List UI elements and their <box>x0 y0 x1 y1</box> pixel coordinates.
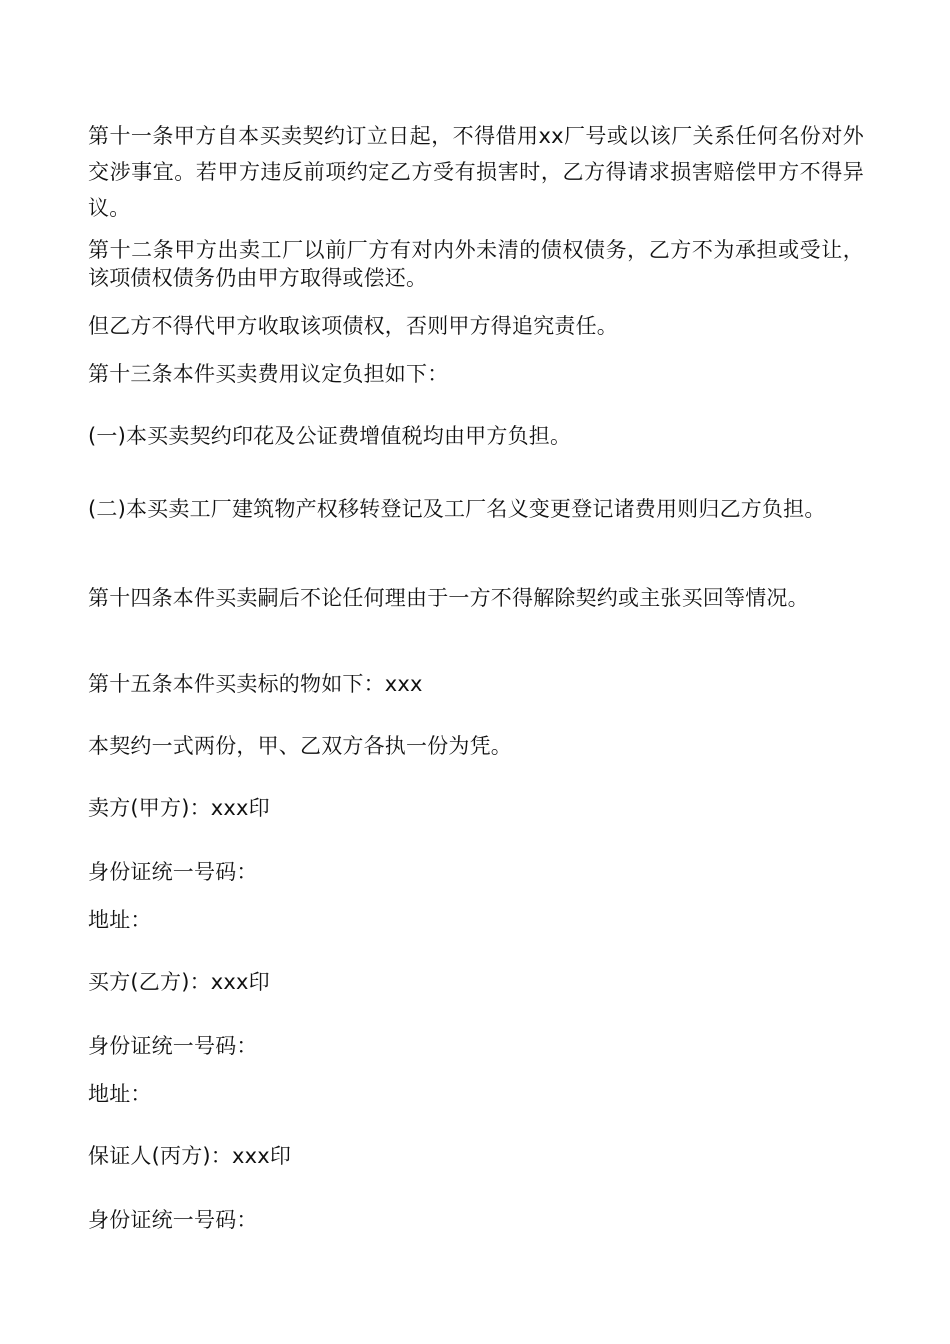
buyer-line: 买方(乙方)：xxx印 <box>88 970 270 994</box>
clause-13: 第十三条本件买卖费用议定负担如下： <box>88 362 449 386</box>
buyer-id-line: 身份证统一号码： <box>88 1034 258 1058</box>
clause-13-item-1: (一)本买卖契约印花及公证费增值税均由甲方负担。 <box>88 424 572 448</box>
guarantor-line: 保证人(丙方)：xxx印 <box>88 1144 292 1168</box>
seller-address-line: 地址： <box>88 908 152 932</box>
clause-15: 第十五条本件买卖标的物如下：xxx <box>88 672 423 696</box>
seller-line: 卖方(甲方)：xxx印 <box>88 796 270 820</box>
seller-id-line: 身份证统一号码： <box>88 860 258 884</box>
clause-14: 第十四条本件买卖嗣后不论任何理由于一方不得解除契约或主张买回等情况。 <box>88 586 809 610</box>
buyer-address-line: 地址： <box>88 1082 152 1106</box>
clause-12: 第十二条甲方出卖工厂以前厂方有对内外未清的债权债务，乙方不为承担或受让，该项债权债务仍由甲方取得或偿还。 <box>88 238 864 290</box>
copies-statement: 本契约一式两份，甲、乙双方各执一份为凭。 <box>88 734 512 758</box>
clause-12-note: 但乙方不得代甲方收取该项债权，否则甲方得追究责任。 <box>88 314 618 338</box>
guarantor-id-line: 身份证统一号码： <box>88 1208 258 1232</box>
clause-11: 第十一条甲方自本买卖契约订立日起，不得借用xx厂号或以该厂关系任何名份对外交涉事宜。若甲方违反前项约定乙方受有损害时，乙方得请求损害赔偿甲方不得异议。 <box>88 124 864 220</box>
clause-13-item-2: (二)本买卖工厂建筑物产权移转登记及工厂名义变更登记诸费用则归乙方负担。 <box>88 497 826 521</box>
